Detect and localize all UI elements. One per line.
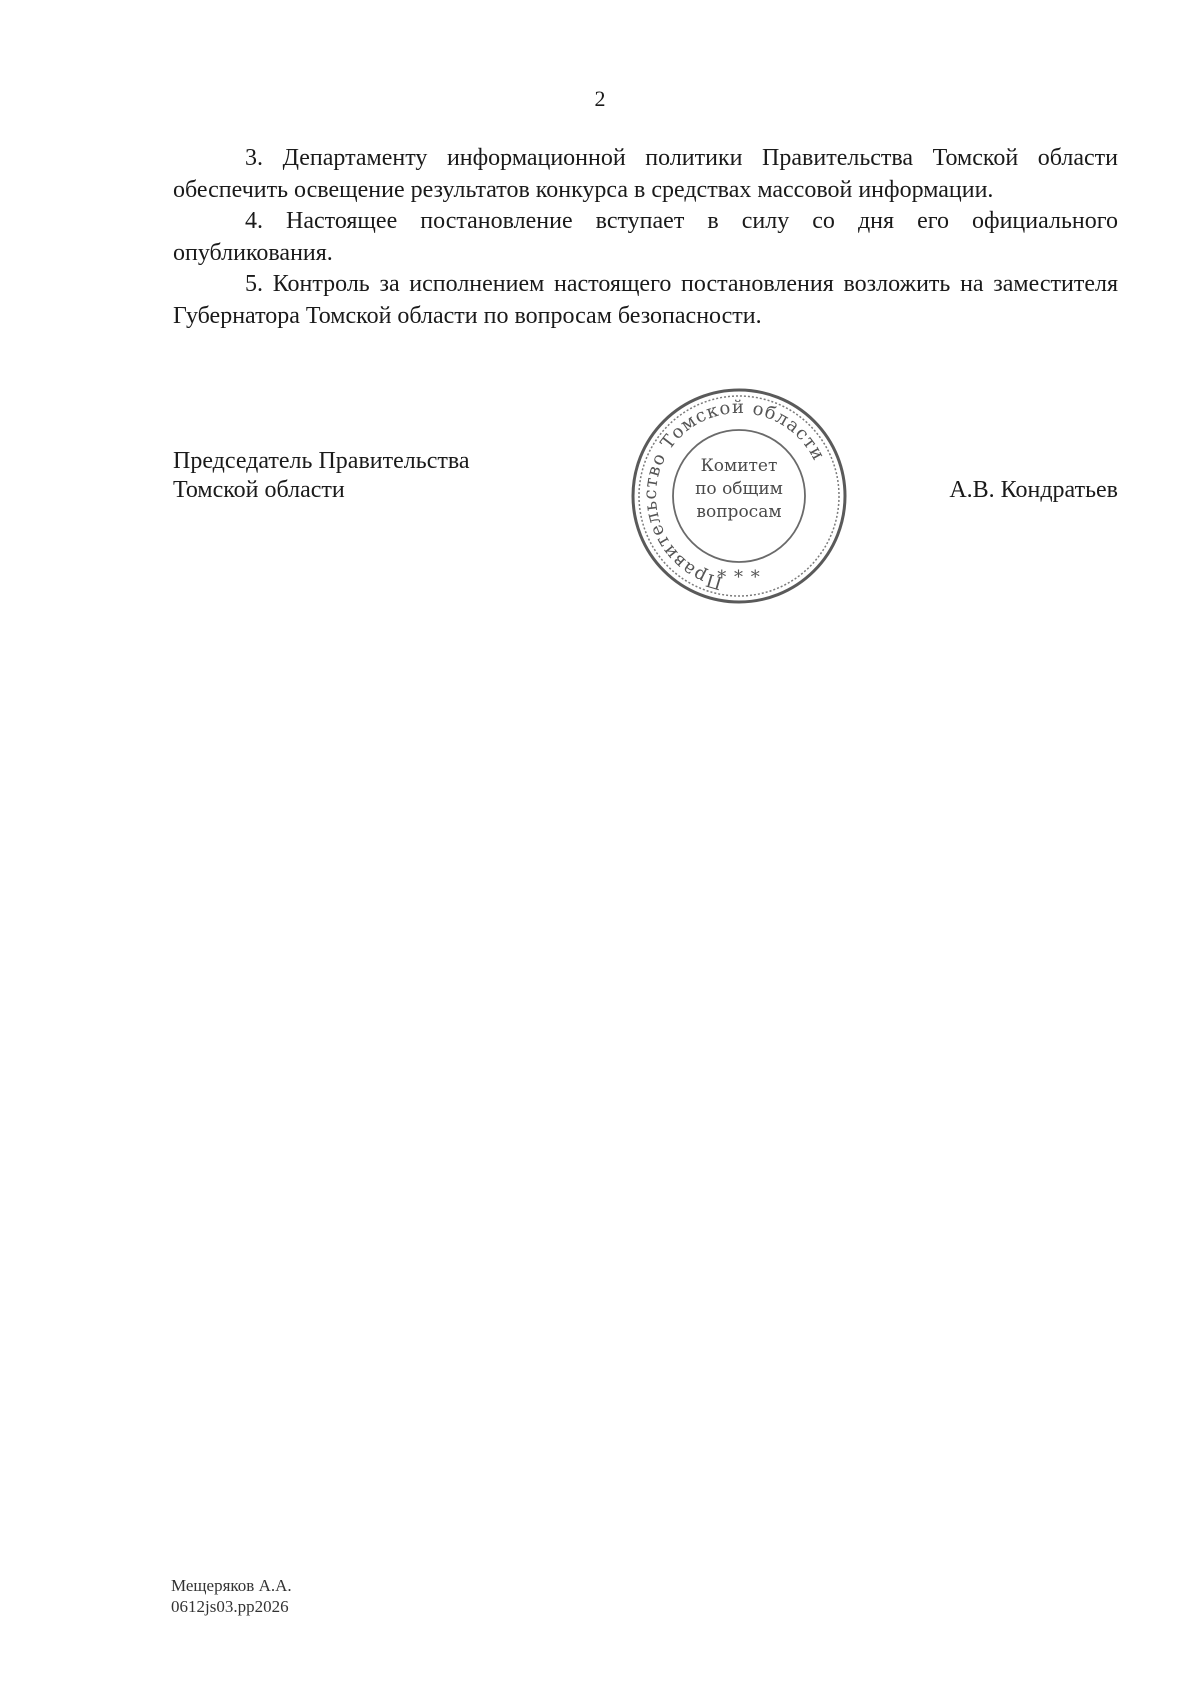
seal-stars: * * *	[717, 567, 761, 588]
document-body	[173, 143, 1118, 332]
signer-position-line-1: Председатель Правительства	[173, 448, 470, 474]
seal-ring-text: Правительство Томской области	[639, 396, 830, 594]
seal-center-line-2: по общим	[695, 479, 783, 499]
seal-center-line-3: вопросам	[696, 502, 782, 522]
official-seal	[628, 383, 850, 609]
signer-position	[173, 447, 573, 505]
signer-name: А.В. Кондратьев	[949, 477, 1118, 503]
page-number: 2	[594, 86, 606, 111]
seal-center-line-1: Комитет	[700, 456, 778, 476]
footer-author: Мещеряков А.А.	[171, 1576, 292, 1595]
footer-note	[171, 1575, 471, 1617]
paragraph-5: 5. Контроль за исполнением настоящего постановления возложить на заместителя Губернатора Томской области по вопросам безопасности.	[173, 271, 1118, 329]
seal-center-text	[664, 455, 814, 524]
paragraph-4: 4. Настоящее постановление вступает в силу со дня его официального опубликования.	[173, 208, 1118, 266]
signer-position-line-2: Томской области	[173, 477, 345, 503]
footer-doc-code: 0612js03.pp2026	[171, 1597, 289, 1616]
paragraph-3: 3. Департаменту информационной политики Правительства Томской области обеспечить освещение результатов конкурса в средствах массовой информации.	[173, 145, 1118, 203]
